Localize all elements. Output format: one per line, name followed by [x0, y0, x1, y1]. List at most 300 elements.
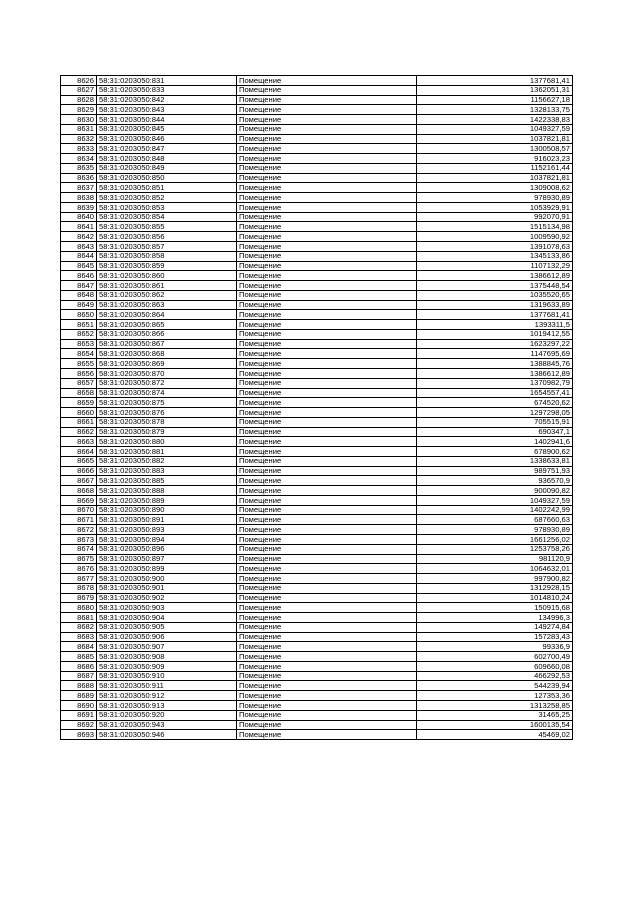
object-type-cell: Помещение [237, 202, 417, 212]
table-row [61, 388, 573, 398]
table-row [61, 261, 573, 271]
cadastral-value-cell: 1393311,5 [417, 320, 573, 330]
cadastral-number-cell: 58:31:0203050:943 [97, 720, 237, 730]
cadastral-number-cell: 58:31:0203050:882 [97, 456, 237, 466]
cadastral-value-cell: 45469,02 [417, 730, 573, 740]
cadastral-value-cell: 544239,94 [417, 681, 573, 691]
cadastral-number-cell: 58:31:0203050:890 [97, 505, 237, 515]
cadastral-number-cell: 58:31:0203050:861 [97, 281, 237, 291]
object-type-cell: Помещение [237, 154, 417, 164]
table-row [61, 222, 573, 232]
cadastral-number-cell: 58:31:0203050:879 [97, 427, 237, 437]
object-type-cell: Помещение [237, 408, 417, 418]
row-number-cell: 8638 [61, 193, 97, 203]
object-type-cell: Помещение [237, 476, 417, 486]
object-type-cell: Помещение [237, 212, 417, 222]
table-row [61, 534, 573, 544]
cadastral-value-cell: 1661256,02 [417, 534, 573, 544]
cadastral-number-cell: 58:31:0203050:946 [97, 730, 237, 740]
cadastral-value-cell: 978930,89 [417, 193, 573, 203]
row-number-cell: 8652 [61, 329, 97, 339]
object-type-cell: Помещение [237, 251, 417, 261]
cadastral-value-cell: 1515134,98 [417, 222, 573, 232]
cadastral-value-cell: 1049327,59 [417, 495, 573, 505]
object-type-cell: Помещение [237, 388, 417, 398]
cadastral-number-cell: 58:31:0203050:849 [97, 163, 237, 173]
table-row [61, 290, 573, 300]
cadastral-number-cell: 58:31:0203050:899 [97, 564, 237, 574]
cadastral-number-cell: 58:31:0203050:864 [97, 310, 237, 320]
cadastral-value-cell: 1312928,15 [417, 583, 573, 593]
object-type-cell: Помещение [237, 534, 417, 544]
table-row [61, 76, 573, 86]
cadastral-number-cell: 58:31:0203050:857 [97, 242, 237, 252]
row-number-cell: 8632 [61, 134, 97, 144]
object-type-cell: Помещение [237, 124, 417, 134]
table-row [61, 417, 573, 427]
cadastral-number-cell: 58:31:0203050:901 [97, 583, 237, 593]
cadastral-value-cell: 1037821,81 [417, 173, 573, 183]
row-number-cell: 8659 [61, 398, 97, 408]
table-row [61, 574, 573, 584]
row-number-cell: 8666 [61, 466, 97, 476]
cadastral-number-cell: 58:31:0203050:876 [97, 408, 237, 418]
row-number-cell: 8660 [61, 408, 97, 418]
cadastral-number-cell: 58:31:0203050:909 [97, 661, 237, 671]
table-row [61, 202, 573, 212]
table-row [61, 642, 573, 652]
row-number-cell: 8647 [61, 281, 97, 291]
row-number-cell: 8639 [61, 202, 97, 212]
cadastral-number-cell: 58:31:0203050:847 [97, 144, 237, 154]
cadastral-number-cell: 58:31:0203050:858 [97, 251, 237, 261]
cadastral-value-cell: 1362051,31 [417, 85, 573, 95]
row-number-cell: 8682 [61, 622, 97, 632]
cadastral-value-cell: 1107132,29 [417, 261, 573, 271]
table-row [61, 652, 573, 662]
object-type-cell: Помещение [237, 486, 417, 496]
cadastral-value-cell: 1147695,69 [417, 349, 573, 359]
table-row [61, 368, 573, 378]
object-type-cell: Помещение [237, 671, 417, 681]
object-type-cell: Помещение [237, 310, 417, 320]
object-type-cell: Помещение [237, 115, 417, 125]
object-type-cell: Помещение [237, 173, 417, 183]
object-type-cell: Помещение [237, 378, 417, 388]
row-number-cell: 8662 [61, 427, 97, 437]
cadastral-number-cell: 58:31:0203050:906 [97, 632, 237, 642]
row-number-cell: 8658 [61, 388, 97, 398]
cadastral-number-cell: 58:31:0203050:897 [97, 554, 237, 564]
row-number-cell: 8643 [61, 242, 97, 252]
table-row [61, 515, 573, 525]
cadastral-number-cell: 58:31:0203050:920 [97, 710, 237, 720]
cadastral-number-cell: 58:31:0203050:853 [97, 202, 237, 212]
cadastral-value-cell: 1300508,57 [417, 144, 573, 154]
object-type-cell: Помещение [237, 417, 417, 427]
cadastral-value-cell: 149274,84 [417, 622, 573, 632]
cadastral-number-cell: 58:31:0203050:910 [97, 671, 237, 681]
row-number-cell: 8630 [61, 115, 97, 125]
table-row [61, 349, 573, 359]
table-row [61, 408, 573, 418]
cadastral-number-cell: 58:31:0203050:912 [97, 691, 237, 701]
table-row [61, 486, 573, 496]
cadastral-value-cell: 936570,9 [417, 476, 573, 486]
object-type-cell: Помещение [237, 495, 417, 505]
row-number-cell: 8642 [61, 232, 97, 242]
object-type-cell: Помещение [237, 193, 417, 203]
table-row [61, 564, 573, 574]
row-number-cell: 8663 [61, 437, 97, 447]
object-type-cell: Помещение [237, 398, 417, 408]
cadastral-number-cell: 58:31:0203050:831 [97, 76, 237, 86]
row-number-cell: 8649 [61, 300, 97, 310]
cadastral-value-cell: 1386612,89 [417, 271, 573, 281]
cadastral-value-cell: 1402242,99 [417, 505, 573, 515]
row-number-cell: 8686 [61, 661, 97, 671]
object-type-cell: Помещение [237, 232, 417, 242]
row-number-cell: 8673 [61, 534, 97, 544]
cadastral-value-cell: 134996,3 [417, 613, 573, 623]
cadastral-number-cell: 58:31:0203050:850 [97, 173, 237, 183]
table-row [61, 671, 573, 681]
table-row [61, 632, 573, 642]
object-type-cell: Помещение [237, 368, 417, 378]
object-type-cell: Помещение [237, 701, 417, 711]
row-number-cell: 8684 [61, 642, 97, 652]
cadastral-value-cell: 31465,25 [417, 710, 573, 720]
cadastral-value-cell: 1049327,59 [417, 124, 573, 134]
row-number-cell: 8654 [61, 349, 97, 359]
cadastral-value-cell: 1037821,81 [417, 134, 573, 144]
row-number-cell: 8626 [61, 76, 97, 86]
cadastral-number-cell: 58:31:0203050:833 [97, 85, 237, 95]
row-number-cell: 8644 [61, 251, 97, 261]
row-number-cell: 8670 [61, 505, 97, 515]
cadastral-value-cell: 678900,62 [417, 447, 573, 457]
table-row [61, 242, 573, 252]
object-type-cell: Помещение [237, 105, 417, 115]
table-row [61, 427, 573, 437]
object-type-cell: Помещение [237, 691, 417, 701]
object-type-cell: Помещение [237, 329, 417, 339]
cadastral-number-cell: 58:31:0203050:855 [97, 222, 237, 232]
row-number-cell: 8679 [61, 593, 97, 603]
row-number-cell: 8657 [61, 378, 97, 388]
cadastral-number-cell: 58:31:0203050:843 [97, 105, 237, 115]
cadastral-number-cell: 58:31:0203050:894 [97, 534, 237, 544]
row-number-cell: 8635 [61, 163, 97, 173]
cadastral-value-cell: 1319633,89 [417, 300, 573, 310]
cadastral-number-cell: 58:31:0203050:870 [97, 368, 237, 378]
table-row [61, 466, 573, 476]
row-number-cell: 8680 [61, 603, 97, 613]
object-type-cell: Помещение [237, 603, 417, 613]
object-type-cell: Помещение [237, 290, 417, 300]
cadastral-value-cell: 1328133,75 [417, 105, 573, 115]
table-row [61, 134, 573, 144]
row-number-cell: 8628 [61, 95, 97, 105]
table-row [61, 456, 573, 466]
cadastral-number-cell: 58:31:0203050:891 [97, 515, 237, 525]
row-number-cell: 8681 [61, 613, 97, 623]
table-row [61, 710, 573, 720]
object-type-cell: Помещение [237, 76, 417, 86]
table-row [61, 720, 573, 730]
object-type-cell: Помещение [237, 447, 417, 457]
table-row [61, 124, 573, 134]
cadastral-value-cell: 1377681,41 [417, 310, 573, 320]
object-type-cell: Помещение [237, 554, 417, 564]
cadastral-value-cell: 609660,08 [417, 661, 573, 671]
cadastral-value-cell: 150915,68 [417, 603, 573, 613]
table-row [61, 701, 573, 711]
cadastral-number-cell: 58:31:0203050:908 [97, 652, 237, 662]
table-row [61, 320, 573, 330]
table-row [61, 212, 573, 222]
row-number-cell: 8637 [61, 183, 97, 193]
cadastral-value-cell: 1313258,85 [417, 701, 573, 711]
cadastral-value-cell: 1422338,83 [417, 115, 573, 125]
cadastral-value-cell: 674520,62 [417, 398, 573, 408]
cadastral-number-cell: 58:31:0203050:869 [97, 359, 237, 369]
cadastral-number-cell: 58:31:0203050:844 [97, 115, 237, 125]
object-type-cell: Помещение [237, 730, 417, 740]
object-type-cell: Помещение [237, 593, 417, 603]
cadastral-number-cell: 58:31:0203050:845 [97, 124, 237, 134]
cadastral-number-cell: 58:31:0203050:881 [97, 447, 237, 457]
row-number-cell: 8689 [61, 691, 97, 701]
table-row [61, 300, 573, 310]
table-row [61, 359, 573, 369]
object-type-cell: Помещение [237, 613, 417, 623]
table-row [61, 681, 573, 691]
cadastral-value-cell: 1370982,79 [417, 378, 573, 388]
object-type-cell: Помещение [237, 466, 417, 476]
cadastral-number-cell: 58:31:0203050:878 [97, 417, 237, 427]
row-number-cell: 8674 [61, 544, 97, 554]
cadastral-number-cell: 58:31:0203050:903 [97, 603, 237, 613]
table-row [61, 163, 573, 173]
row-number-cell: 8648 [61, 290, 97, 300]
cadastral-number-cell: 58:31:0203050:902 [97, 593, 237, 603]
cadastral-number-cell: 58:31:0203050:868 [97, 349, 237, 359]
row-number-cell: 8665 [61, 456, 97, 466]
row-number-cell: 8651 [61, 320, 97, 330]
object-type-cell: Помещение [237, 525, 417, 535]
table-row [61, 554, 573, 564]
row-number-cell: 8664 [61, 447, 97, 457]
cadastral-number-cell: 58:31:0203050:867 [97, 339, 237, 349]
cadastral-value-cell: 916023,23 [417, 154, 573, 164]
object-type-cell: Помещение [237, 720, 417, 730]
object-type-cell: Помещение [237, 642, 417, 652]
table-row [61, 495, 573, 505]
row-number-cell: 8692 [61, 720, 97, 730]
object-type-cell: Помещение [237, 183, 417, 193]
row-number-cell: 8627 [61, 85, 97, 95]
cadastral-number-cell: 58:31:0203050:874 [97, 388, 237, 398]
cadastral-value-cell: 127353,36 [417, 691, 573, 701]
cadastral-number-cell: 58:31:0203050:896 [97, 544, 237, 554]
object-type-cell: Помещение [237, 134, 417, 144]
object-type-cell: Помещение [237, 349, 417, 359]
row-number-cell: 8676 [61, 564, 97, 574]
table-row [61, 115, 573, 125]
cadastral-value-cell: 705515,91 [417, 417, 573, 427]
row-number-cell: 8671 [61, 515, 97, 525]
cadastral-number-cell: 58:31:0203050:913 [97, 701, 237, 711]
table-row [61, 437, 573, 447]
cadastral-value-cell: 1375448,54 [417, 281, 573, 291]
cadastral-value-cell: 900090,82 [417, 486, 573, 496]
table-row [61, 544, 573, 554]
row-number-cell: 8641 [61, 222, 97, 232]
table-row [61, 183, 573, 193]
row-number-cell: 8636 [61, 173, 97, 183]
cadastral-value-cell: 1053929,91 [417, 202, 573, 212]
cadastral-number-cell: 58:31:0203050:852 [97, 193, 237, 203]
cadastral-value-cell: 1391078,63 [417, 242, 573, 252]
table-row [61, 505, 573, 515]
cadastral-number-cell: 58:31:0203050:846 [97, 134, 237, 144]
cadastral-number-cell: 58:31:0203050:856 [97, 232, 237, 242]
object-type-cell: Помещение [237, 339, 417, 349]
object-type-cell: Помещение [237, 564, 417, 574]
cadastral-number-cell: 58:31:0203050:842 [97, 95, 237, 105]
object-type-cell: Помещение [237, 300, 417, 310]
object-type-cell: Помещение [237, 437, 417, 447]
cadastral-number-cell: 58:31:0203050:866 [97, 329, 237, 339]
row-number-cell: 8691 [61, 710, 97, 720]
cadastral-value-cell: 1388845,76 [417, 359, 573, 369]
cadastral-number-cell: 58:31:0203050:883 [97, 466, 237, 476]
object-type-cell: Помещение [237, 144, 417, 154]
cadastral-value-cell: 1309008,62 [417, 183, 573, 193]
table-row [61, 310, 573, 320]
row-number-cell: 8634 [61, 154, 97, 164]
table-row [61, 232, 573, 242]
object-type-cell: Помещение [237, 271, 417, 281]
row-number-cell: 8646 [61, 271, 97, 281]
table-row [61, 281, 573, 291]
cadastral-value-cell: 1377681,41 [417, 76, 573, 86]
cadastral-number-cell: 58:31:0203050:880 [97, 437, 237, 447]
object-type-cell: Помещение [237, 242, 417, 252]
row-number-cell: 8685 [61, 652, 97, 662]
cadastral-value-cell: 992070,91 [417, 212, 573, 222]
table-row [61, 173, 573, 183]
table-row [61, 193, 573, 203]
table-row [61, 603, 573, 613]
row-number-cell: 8645 [61, 261, 97, 271]
cadastral-number-cell: 58:31:0203050:848 [97, 154, 237, 164]
cadastral-number-cell: 58:31:0203050:875 [97, 398, 237, 408]
cadastral-value-cell: 1019412,55 [417, 329, 573, 339]
object-type-cell: Помещение [237, 456, 417, 466]
cadastral-value-cell: 1623297,22 [417, 339, 573, 349]
row-number-cell: 8675 [61, 554, 97, 564]
object-type-cell: Помещение [237, 95, 417, 105]
cadastral-value-cell: 1386612,89 [417, 368, 573, 378]
cadastral-number-cell: 58:31:0203050:872 [97, 378, 237, 388]
table-row [61, 525, 573, 535]
object-type-cell: Помещение [237, 505, 417, 515]
row-number-cell: 8640 [61, 212, 97, 222]
table-row [61, 691, 573, 701]
cadastral-number-cell: 58:31:0203050:863 [97, 300, 237, 310]
object-type-cell: Помещение [237, 320, 417, 330]
row-number-cell: 8653 [61, 339, 97, 349]
row-number-cell: 8678 [61, 583, 97, 593]
cadastral-number-cell: 58:31:0203050:904 [97, 613, 237, 623]
row-number-cell: 8669 [61, 495, 97, 505]
table-row [61, 85, 573, 95]
row-number-cell: 8656 [61, 368, 97, 378]
object-type-cell: Помещение [237, 85, 417, 95]
object-type-cell: Помещение [237, 515, 417, 525]
cadastral-value-cell: 1156627,18 [417, 95, 573, 105]
object-type-cell: Помещение [237, 622, 417, 632]
cadastral-value-table [60, 75, 573, 740]
table-row [61, 661, 573, 671]
table-row [61, 398, 573, 408]
cadastral-number-cell: 58:31:0203050:859 [97, 261, 237, 271]
cadastral-value-cell: 989751,93 [417, 466, 573, 476]
object-type-cell: Помещение [237, 661, 417, 671]
row-number-cell: 8667 [61, 476, 97, 486]
cadastral-value-cell: 1297298,05 [417, 408, 573, 418]
cadastral-value-cell: 99336,9 [417, 642, 573, 652]
cadastral-value-cell: 978930,89 [417, 525, 573, 535]
cadastral-value-cell: 466292,53 [417, 671, 573, 681]
cadastral-value-cell: 1035520,65 [417, 290, 573, 300]
table-row [61, 378, 573, 388]
cadastral-number-cell: 58:31:0203050:893 [97, 525, 237, 535]
table-row [61, 251, 573, 261]
object-type-cell: Помещение [237, 574, 417, 584]
table-row [61, 339, 573, 349]
table-row [61, 95, 573, 105]
cadastral-value-cell: 687660,63 [417, 515, 573, 525]
row-number-cell: 8693 [61, 730, 97, 740]
row-number-cell: 8650 [61, 310, 97, 320]
row-number-cell: 8677 [61, 574, 97, 584]
table-row [61, 730, 573, 740]
object-type-cell: Помещение [237, 359, 417, 369]
cadastral-value-cell: 157283,43 [417, 632, 573, 642]
cadastral-number-cell: 58:31:0203050:851 [97, 183, 237, 193]
table-row [61, 613, 573, 623]
object-type-cell: Помещение [237, 222, 417, 232]
table-row [61, 476, 573, 486]
cadastral-number-cell: 58:31:0203050:911 [97, 681, 237, 691]
row-number-cell: 8672 [61, 525, 97, 535]
cadastral-number-cell: 58:31:0203050:865 [97, 320, 237, 330]
row-number-cell: 8688 [61, 681, 97, 691]
table-row [61, 105, 573, 115]
table-row [61, 144, 573, 154]
object-type-cell: Помещение [237, 710, 417, 720]
cadastral-number-cell: 58:31:0203050:900 [97, 574, 237, 584]
table-row [61, 593, 573, 603]
cadastral-value-cell: 690347,1 [417, 427, 573, 437]
table-body [61, 76, 573, 740]
cadastral-value-cell: 1654557,41 [417, 388, 573, 398]
cadastral-number-cell: 58:31:0203050:905 [97, 622, 237, 632]
table-row [61, 271, 573, 281]
